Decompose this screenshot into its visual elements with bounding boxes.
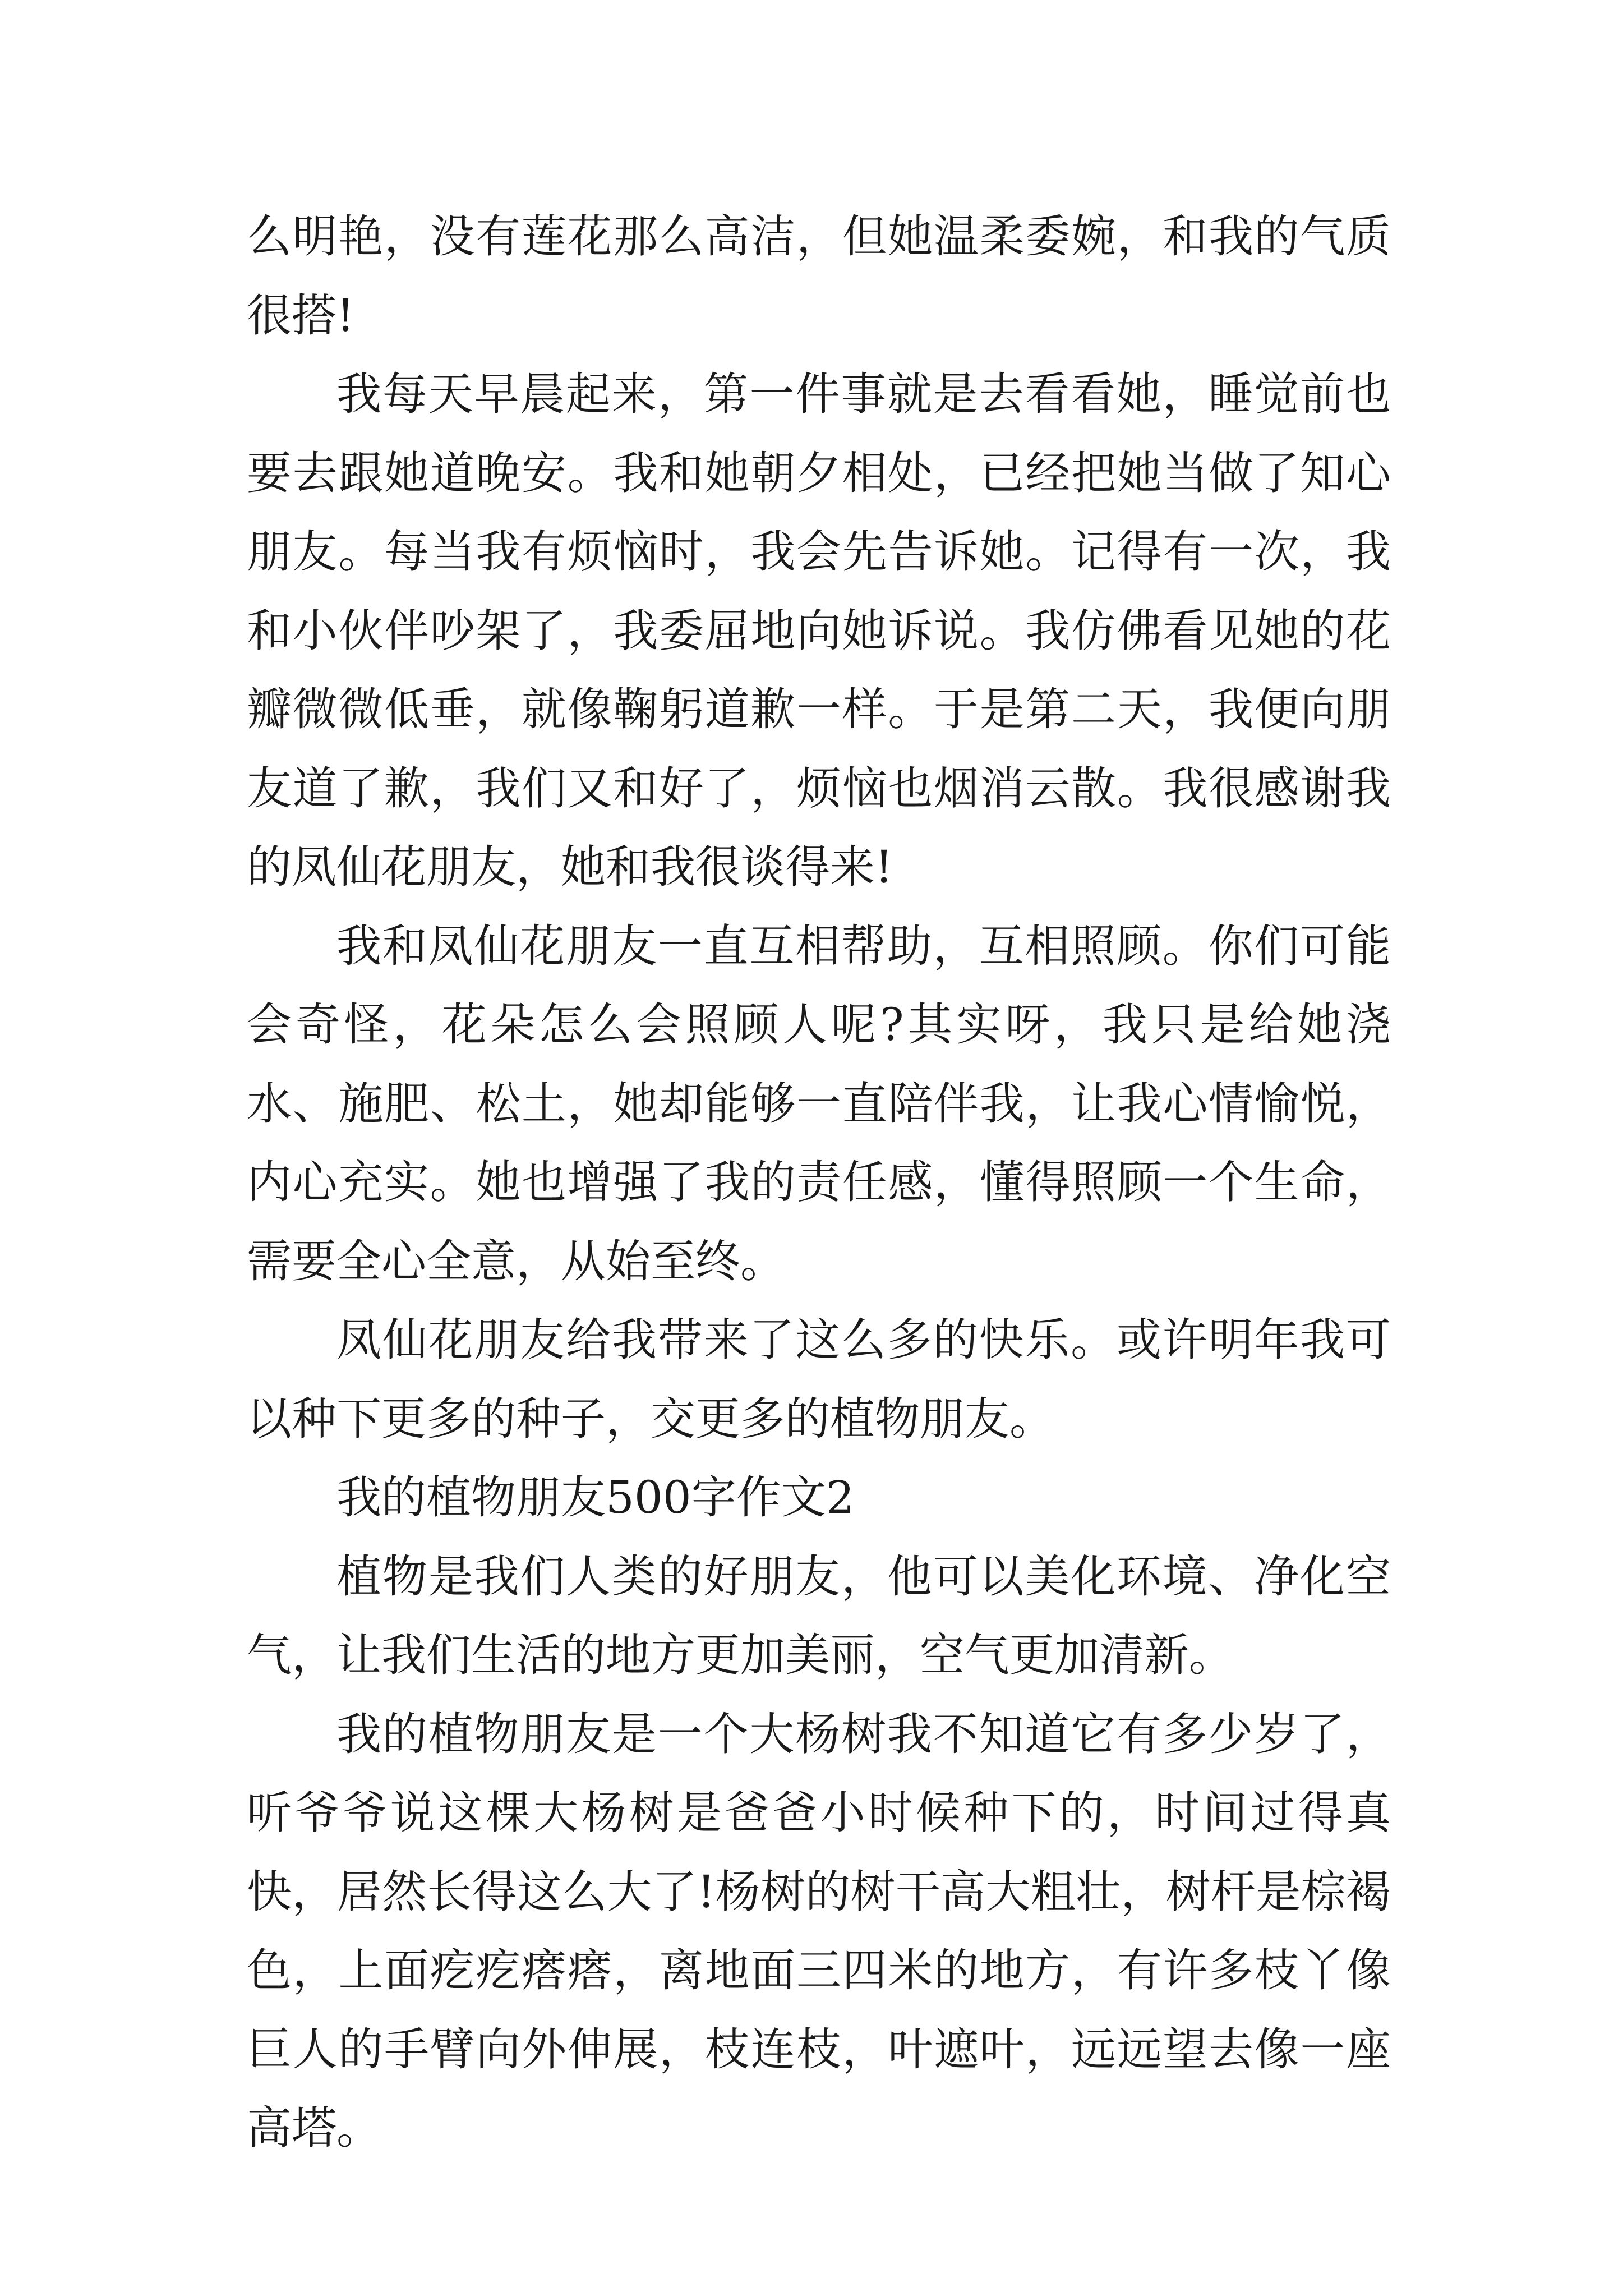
paragraph-4: 凤仙花朋友给我带来了这么多的快乐。或许明年我可以种下更多的种子，交更多的植物朋友。 — [247, 1314, 1391, 1445]
essay-heading-2: 我的植物朋友500字作文2 — [336, 1471, 855, 1524]
paragraph-3: 我和凤仙花朋友一直互相帮助，互相照顾。你们可能会奇怪，花朵怎么会照顾人呢?其实呀，我只是给她浇水、施肥、松土，她却能够一直陪伴我，让我心情愉悦，内心充实。她也增强了我的责任感，懂得照顾一个生命，需要全心全意，从始至终。 — [247, 919, 1391, 1287]
paragraph-1: 么明艳，没有莲花那么高洁，但她温柔委婉，和我的气质很搭! — [247, 210, 1391, 342]
paragraph-6: 我的植物朋友是一个大杨树我不知道它有多少岁了，听爷爷说这棵大杨树是爸爸小时候种下的，时间过得真快，居然长得这么大了!杨树的树干高大粗壮，树杆是棕褐色，上面疙疙瘩瘩，离地面三四米的地方，有许多枝丫像巨人的手臂向外伸展，枝连枝，叶遮叶，远远望去像一座高塔。 — [247, 1708, 1391, 2154]
paragraph-2: 我每天早晨起来，第一件事就是去看看她，睡觉前也要去跟她道晚安。我和她朝夕相处，已经把她当做了知心朋友。每当我有烦恼时，我会先告诉她。记得有一次，我和小伙伴吵架了，我委屈地向她诉说。我仿佛看见她的花瓣微微低垂，就像鞠躬道歉一样。于是第二天，我便向朋友道了歉，我们又和好了，烦恼也烟消云散。我很感谢我的凤仙花朋友，她和我很谈得来! — [247, 368, 1391, 893]
paragraph-5: 植物是我们人类的好朋友，他可以美化环境、净化空气，让我们生活的地方更加美丽，空气更加清新。 — [247, 1550, 1391, 1681]
document-body — [247, 197, 1391, 2168]
